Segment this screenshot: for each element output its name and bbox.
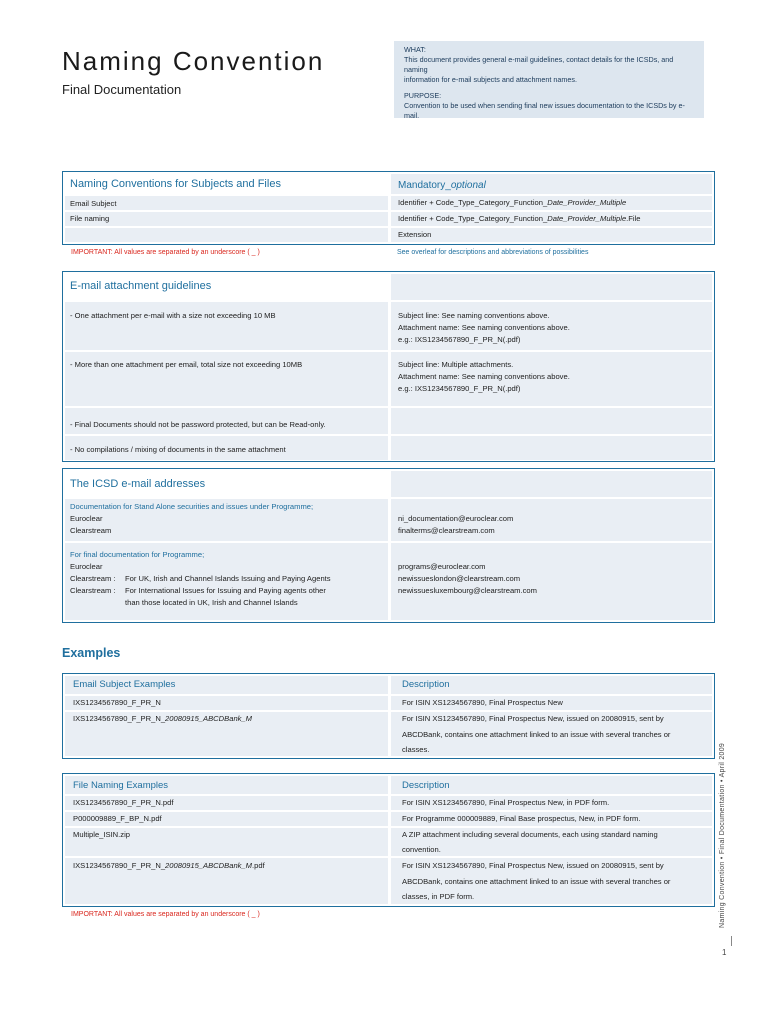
email-subject-format: Identifier + Code_Type_Category_Function_Date_Provider_Multiple	[398, 198, 627, 207]
file-example-3-desc-2: convention.	[402, 845, 441, 854]
naming-conventions-panel	[62, 171, 715, 245]
guideline-2-subject: Subject line: Multiple attachments.	[398, 360, 514, 369]
file-example-2-desc: For Programme 000009889, Final Base prospectus, New, in PDF form.	[402, 814, 641, 823]
guideline-2-example: e.g.: IXS1234567890_F_PR_N(.pdf)	[398, 384, 521, 393]
info-box	[394, 41, 704, 118]
footer-divider	[731, 936, 732, 946]
file-example-3-desc-1: A ZIP attachment including several documents, each using standard naming	[402, 830, 658, 839]
clearstream-intl-label: Clearstream : For International Issues for Issuing and Paying agents other	[70, 586, 326, 595]
email-subject-examples-header: Email Subject Examples	[73, 679, 176, 690]
file-description-header: Description	[402, 780, 450, 791]
clearstream-intl-label-cont: than those located in UK, Irish and Channel Islands	[125, 598, 298, 607]
file-example-4-desc-1: For ISIN XS1234567890, Final Prospectus New, issued on 20080915, sent by	[402, 861, 664, 870]
attachment-guideline-1: - One attachment per e-mail with a size not exceeding 10 MB	[70, 311, 276, 320]
subject-example-2-desc-1: For ISIN XS1234567890, Final Prospectus New, issued on 20080915, sent by	[402, 714, 664, 723]
what-text-1: This document provides general e-mail guidelines, contact details for the ICSDs, and naming	[404, 55, 674, 74]
addresses-section-title: The ICSD e-mail addresses	[70, 478, 206, 490]
clearstream-uk-label: Clearstream : For UK, Irish and Channel Islands Issuing and Paying Agents	[70, 574, 331, 583]
euroclear-programs-email: programs@euroclear.com	[398, 562, 486, 571]
guideline-1-example: e.g.: IXS1234567890_F_PR_N(.pdf)	[398, 335, 521, 344]
subject-example-1: IXS1234567890_F_PR_N	[73, 698, 161, 707]
attachment-guideline-4: - No compilations / mixing of documents in the same attachment	[70, 445, 286, 454]
see-overleaf-note: See overleaf for descriptions and abbreviations of possibilities	[397, 249, 589, 256]
programme-doc-heading: For final documentation for Programme;	[70, 550, 205, 559]
file-example-1: IXS1234567890_F_PR_N.pdf	[73, 798, 174, 807]
file-example-4-desc-2: ABCDBank, contains one attachment linked to an issue with several tranches or	[402, 877, 671, 886]
purpose-text: Convention to be used when sending final new issues documentation to the ICSDs by e-mail.	[404, 101, 685, 120]
naming-section-title: Naming Conventions for Subjects and Files	[70, 178, 281, 190]
file-example-4-desc-3: classes, in PDF form.	[402, 892, 475, 901]
subject-example-2: IXS1234567890_F_PR_N_20080915_ABCDBank_M	[73, 714, 253, 723]
clearstream-finalterms-email: finalterms@clearstream.com	[398, 526, 495, 535]
mandatory-optional-header: Mandatory_optional	[398, 180, 486, 191]
attachment-section-title: E-mail attachment guidelines	[70, 280, 212, 292]
file-example-3: Multiple_ISIN.zip	[73, 830, 130, 839]
file-example-4: IXS1234567890_F_PR_N_20080915_ABCDBank_M.pdf	[73, 861, 265, 870]
page-number: 1	[722, 948, 727, 957]
page-title: Naming Convention	[62, 46, 325, 76]
file-extension-text: Extension	[398, 230, 432, 239]
file-naming-format: Identifier + Code_Type_Category_Function_Date_Provider_Multiple.File	[398, 214, 641, 223]
subject-example-2-desc-3: classes.	[402, 745, 430, 754]
examples-heading: Examples	[62, 646, 121, 660]
clearstream-label-1: Clearstream	[70, 526, 112, 535]
file-naming-examples-panel	[62, 773, 715, 907]
what-label: WHAT:	[404, 45, 426, 54]
attachment-guideline-3: - Final Documents should not be password protected, but can be Read-only.	[70, 420, 326, 429]
guideline-1-attachment: Attachment name: See naming conventions above.	[398, 323, 570, 332]
attachment-guidelines-panel	[62, 271, 715, 462]
important-note-bottom: IMPORTANT: All values are separated by an underscore ( _ )	[71, 911, 260, 918]
page-subtitle: Final Documentation	[62, 82, 182, 97]
email-subject-examples-panel	[62, 673, 715, 759]
guideline-2-attachment: Attachment name: See naming conventions above.	[398, 372, 570, 381]
clearstream-london-email: newissueslondon@clearstream.com	[398, 574, 521, 583]
standalone-doc-heading: Documentation for Stand Alone securities and issues under Programme;	[70, 502, 314, 511]
guideline-1-subject: Subject line: See naming conventions above.	[398, 311, 550, 320]
icsd-addresses-panel	[62, 468, 715, 623]
file-example-1-desc: For ISIN XS1234567890, Final Prospectus New, in PDF form.	[402, 798, 610, 807]
file-naming-label: File naming	[70, 214, 110, 223]
email-subject-label: Email Subject	[70, 199, 117, 208]
document-side-label: Naming Convention • Final Documentation • April 2009	[719, 742, 726, 928]
what-text-2: information for e-mail subjects and attachment names.	[404, 75, 577, 84]
subject-example-1-desc: For ISIN XS1234567890, Final Prospectus New	[402, 698, 563, 707]
file-naming-examples-header: File Naming Examples	[73, 780, 169, 791]
email-description-header: Description	[402, 679, 450, 690]
subject-example-2-desc-2: ABCDBank, contains one attachment linked to an issue with several tranches or	[402, 730, 671, 739]
attachment-guideline-2: - More than one attachment per email, total size not exceeding 10MB	[70, 360, 303, 369]
important-note-top: IMPORTANT: All values are separated by an underscore ( _ )	[71, 249, 260, 256]
euroclear-ni-email: ni_documentation@euroclear.com	[398, 514, 514, 523]
purpose-label: PURPOSE:	[404, 91, 442, 100]
euroclear-label-2: Euroclear	[70, 562, 103, 571]
clearstream-luxembourg-email: newissuesluxembourg@clearstream.com	[398, 586, 537, 595]
euroclear-label-1: Euroclear	[70, 514, 103, 523]
file-example-2: P000009889_F_BP_N.pdf	[73, 814, 162, 823]
